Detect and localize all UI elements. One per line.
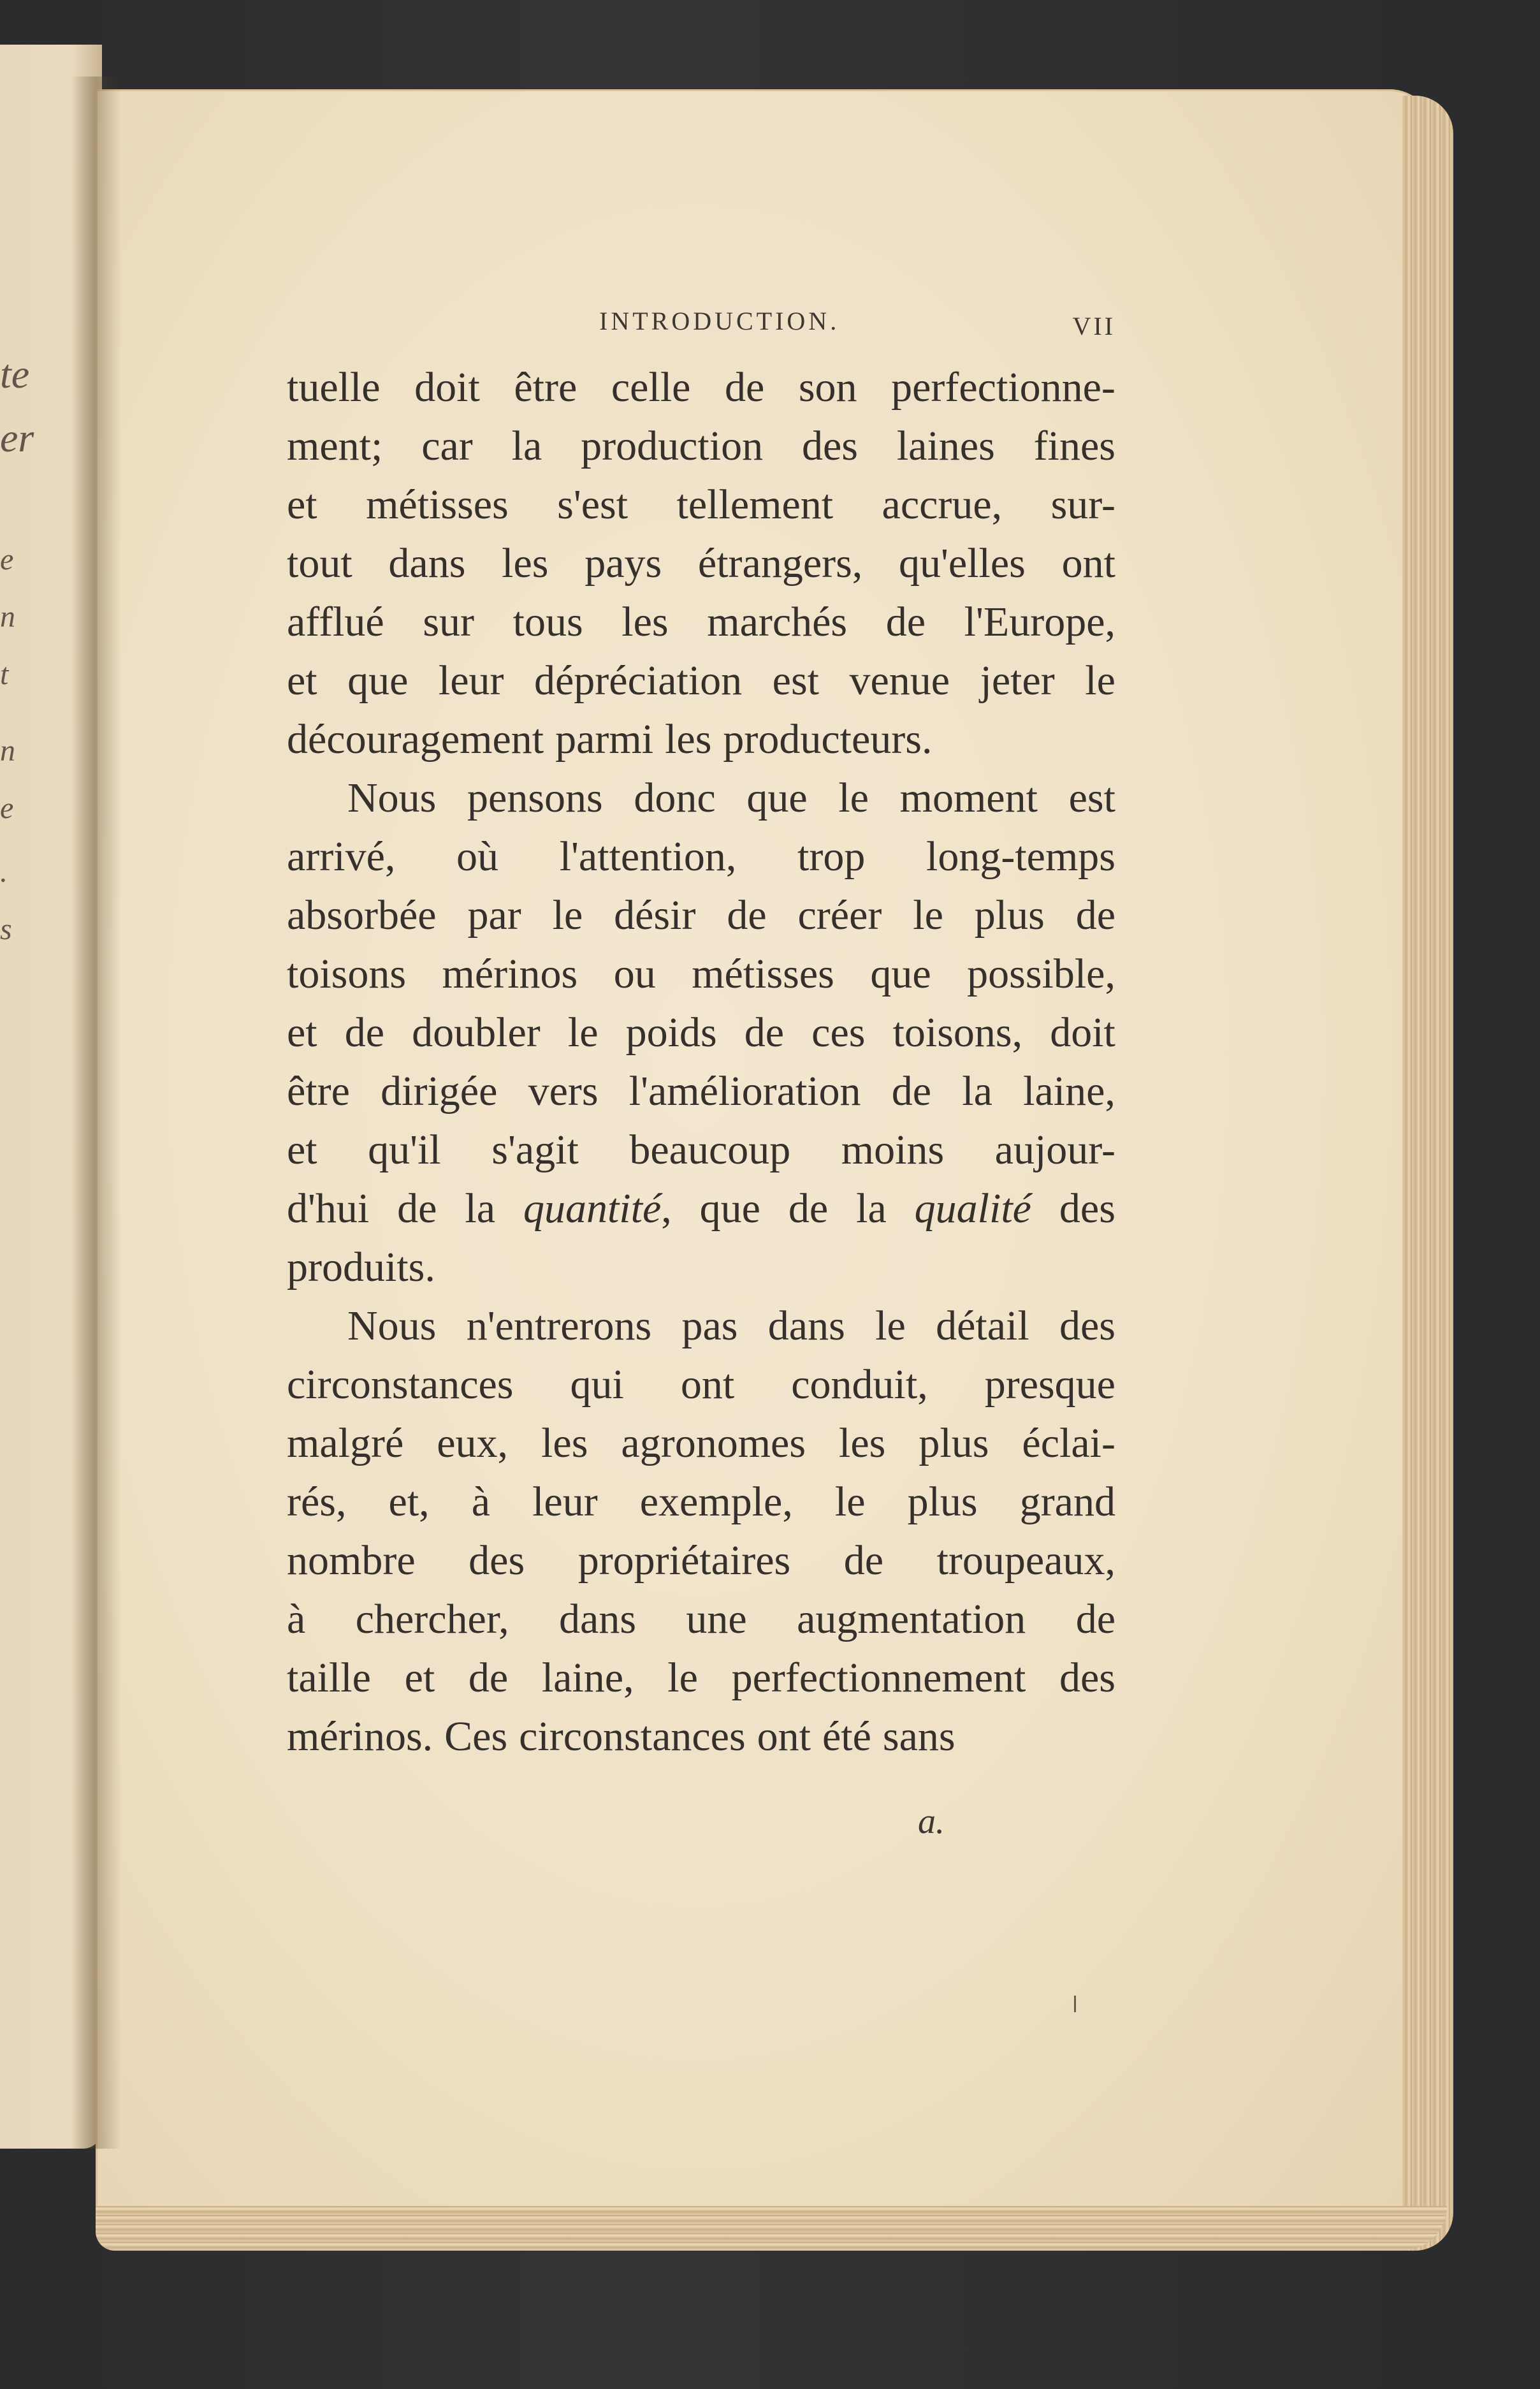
text-line bbox=[287, 1302, 1115, 1361]
word: laines bbox=[896, 423, 995, 469]
signature-mark: a. bbox=[918, 1802, 945, 1841]
word: de bbox=[344, 1009, 385, 1056]
word: et bbox=[287, 657, 317, 704]
body-text bbox=[287, 363, 1115, 1771]
word: être bbox=[514, 364, 578, 411]
word: des bbox=[469, 1537, 525, 1584]
word: et, bbox=[388, 1479, 430, 1525]
word: une bbox=[686, 1596, 747, 1642]
word: désir bbox=[614, 892, 696, 939]
word: pensons bbox=[467, 775, 603, 821]
word: les bbox=[839, 1420, 886, 1466]
word: son bbox=[798, 364, 857, 411]
word: agronomes bbox=[621, 1420, 806, 1466]
word: dépréciation bbox=[534, 657, 743, 704]
word: Nous bbox=[347, 775, 437, 821]
word: mérinos bbox=[442, 951, 578, 997]
word: donc bbox=[634, 775, 716, 821]
word: le bbox=[913, 892, 943, 939]
word: de bbox=[725, 364, 765, 411]
word: augmentation bbox=[797, 1596, 1026, 1642]
page-edge-bottom bbox=[96, 2206, 1447, 2251]
word: s'agit bbox=[491, 1127, 579, 1173]
word: venue bbox=[849, 657, 950, 704]
word: étrangers, bbox=[697, 540, 863, 587]
page-header bbox=[287, 306, 1115, 357]
word: presque bbox=[984, 1361, 1115, 1408]
word: de bbox=[788, 1185, 829, 1232]
word: plus bbox=[919, 1420, 989, 1466]
text-line bbox=[287, 1126, 1115, 1185]
word: afflué bbox=[287, 599, 384, 645]
word: par bbox=[467, 892, 521, 939]
word: de bbox=[1075, 1596, 1115, 1642]
word: le bbox=[875, 1303, 906, 1349]
word: toisons, bbox=[892, 1009, 1023, 1056]
word: leur bbox=[532, 1479, 598, 1525]
word: que bbox=[870, 951, 931, 997]
left-page-fragment: te bbox=[0, 351, 30, 397]
word: celle bbox=[611, 364, 691, 411]
word: plus bbox=[974, 892, 1045, 939]
text-line bbox=[287, 950, 1115, 1009]
word: rés, bbox=[287, 1479, 347, 1525]
left-page-fragment: t bbox=[0, 657, 9, 691]
text-line bbox=[287, 1009, 1115, 1067]
word: que bbox=[746, 775, 808, 821]
word: été bbox=[822, 1713, 871, 1760]
word: métisses bbox=[692, 951, 834, 997]
word: des bbox=[1059, 1185, 1115, 1232]
word: de bbox=[1075, 892, 1115, 939]
word: ou bbox=[613, 951, 656, 997]
word: et bbox=[404, 1655, 435, 1701]
word: de bbox=[468, 1655, 509, 1701]
word: long-temps bbox=[926, 833, 1115, 880]
word: la bbox=[962, 1068, 992, 1114]
left-page-fragment: e bbox=[0, 543, 14, 576]
word: conduit, bbox=[791, 1361, 928, 1408]
text-line bbox=[287, 657, 1115, 715]
word: plus bbox=[907, 1479, 978, 1525]
word: laine, bbox=[541, 1655, 634, 1701]
word: eux, bbox=[437, 1420, 509, 1466]
word: l'attention, bbox=[559, 833, 737, 880]
word: moins bbox=[841, 1127, 945, 1173]
text-line bbox=[287, 539, 1115, 598]
text-line bbox=[287, 891, 1115, 950]
word: les bbox=[502, 540, 549, 587]
word: le bbox=[834, 1479, 866, 1525]
word: l'Europe, bbox=[964, 599, 1115, 645]
word: dans bbox=[388, 540, 466, 587]
word: sans bbox=[882, 1713, 955, 1760]
word: Nous bbox=[347, 1303, 437, 1349]
text-line bbox=[287, 1595, 1115, 1654]
word: le bbox=[838, 775, 869, 821]
word: aujour- bbox=[994, 1127, 1115, 1173]
text-line bbox=[287, 1713, 1115, 1771]
word: qui bbox=[570, 1361, 624, 1408]
word: toisons bbox=[287, 951, 407, 997]
word: circonstances bbox=[287, 1361, 514, 1408]
word: perfectionnement bbox=[731, 1655, 1026, 1701]
word: dans bbox=[767, 1303, 845, 1349]
word: exemple, bbox=[639, 1479, 793, 1525]
word: s'est bbox=[557, 481, 628, 528]
word: que bbox=[699, 1185, 760, 1232]
running-head: INTRODUCTION. bbox=[599, 307, 840, 335]
text-line bbox=[287, 833, 1115, 891]
text-line bbox=[287, 1478, 1115, 1537]
word: à bbox=[287, 1596, 306, 1642]
left-page-fragment: n bbox=[0, 600, 15, 634]
word: doit bbox=[1050, 1009, 1115, 1056]
word: de bbox=[727, 892, 767, 939]
left-page-fragment: s bbox=[0, 912, 12, 946]
word: perfectionne- bbox=[891, 364, 1115, 411]
word: arrivé, bbox=[287, 833, 396, 880]
word: est bbox=[772, 657, 819, 704]
text-line bbox=[287, 774, 1115, 833]
word: producteurs. bbox=[723, 716, 933, 763]
word: être bbox=[287, 1068, 350, 1114]
word: ment; bbox=[287, 423, 383, 469]
word: les bbox=[541, 1420, 588, 1466]
word: taille bbox=[287, 1655, 371, 1701]
word: marchés bbox=[707, 599, 848, 645]
text-line bbox=[287, 481, 1115, 539]
word: où bbox=[456, 833, 499, 880]
word: de bbox=[885, 599, 926, 645]
word: grand bbox=[1019, 1479, 1115, 1525]
text-line bbox=[287, 1067, 1115, 1126]
word: fines bbox=[1033, 423, 1115, 469]
word: d'hui bbox=[287, 1185, 370, 1232]
text-line bbox=[287, 598, 1115, 657]
word: le bbox=[667, 1655, 698, 1701]
word: malgré bbox=[287, 1420, 404, 1466]
word: pas bbox=[681, 1303, 738, 1349]
left-page-fragment: er bbox=[0, 415, 34, 460]
text-line bbox=[287, 1243, 1115, 1302]
word: à bbox=[471, 1479, 491, 1525]
word: métisses bbox=[366, 481, 509, 528]
word: détail bbox=[936, 1303, 1029, 1349]
word: ces bbox=[811, 1009, 866, 1056]
word: tous bbox=[512, 599, 583, 645]
text-line bbox=[287, 1419, 1115, 1478]
word: de bbox=[397, 1185, 437, 1232]
word: l'amélioration bbox=[628, 1068, 861, 1114]
word: de bbox=[744, 1009, 785, 1056]
word: et bbox=[287, 1009, 317, 1056]
word: ont bbox=[757, 1713, 811, 1760]
word: éclai- bbox=[1022, 1420, 1115, 1466]
word: parmi bbox=[555, 716, 654, 763]
word: ont bbox=[1061, 540, 1115, 587]
word: ont bbox=[680, 1361, 735, 1408]
page-number: VII bbox=[1072, 312, 1115, 340]
text-line bbox=[287, 1654, 1115, 1713]
word: nombre bbox=[287, 1537, 416, 1584]
text-line bbox=[287, 422, 1115, 481]
word: accrue, bbox=[882, 481, 1003, 528]
word: créer bbox=[797, 892, 882, 939]
ink-speck bbox=[1074, 1996, 1076, 2012]
word: la bbox=[856, 1185, 887, 1232]
word: poids bbox=[625, 1009, 717, 1056]
word: le bbox=[567, 1009, 599, 1056]
left-page-fragment: . bbox=[0, 855, 8, 889]
word: circonstances bbox=[519, 1713, 746, 1760]
word: qu'elles bbox=[899, 540, 1026, 587]
word: qu'il bbox=[368, 1127, 441, 1173]
word: pays bbox=[585, 540, 662, 587]
word: vers bbox=[528, 1068, 599, 1114]
word: sur- bbox=[1050, 481, 1115, 528]
page-edge-right bbox=[1402, 96, 1453, 2251]
word: tout bbox=[287, 540, 352, 587]
word: doit bbox=[414, 364, 480, 411]
left-page-fragment: n bbox=[0, 734, 15, 768]
word: de bbox=[843, 1537, 884, 1584]
word: trop bbox=[797, 833, 866, 880]
word: et bbox=[287, 481, 317, 528]
word: moment bbox=[899, 775, 1038, 821]
word: quantité, bbox=[523, 1185, 672, 1232]
word: dirigée bbox=[381, 1068, 498, 1114]
word: beaucoup bbox=[629, 1127, 791, 1173]
word: tuelle bbox=[287, 364, 381, 411]
word: le bbox=[1085, 657, 1115, 704]
word: dans bbox=[559, 1596, 637, 1642]
word: n'entrerons bbox=[466, 1303, 652, 1349]
word: le bbox=[552, 892, 583, 939]
word: sur bbox=[423, 599, 474, 645]
word: leur bbox=[438, 657, 504, 704]
word: doubler bbox=[412, 1009, 541, 1056]
word: production bbox=[581, 423, 764, 469]
word: mérinos. bbox=[287, 1713, 433, 1760]
word: les bbox=[665, 716, 712, 763]
word: que bbox=[347, 657, 409, 704]
word: tellement bbox=[676, 481, 834, 528]
left-page-fragment: e bbox=[0, 791, 14, 825]
word: la bbox=[465, 1185, 496, 1232]
word: propriétaires bbox=[578, 1537, 791, 1584]
word: des bbox=[1059, 1655, 1115, 1701]
word: produits. bbox=[287, 1244, 435, 1290]
text-line bbox=[287, 1537, 1115, 1595]
word: car bbox=[421, 423, 473, 469]
word: les bbox=[621, 599, 669, 645]
word: des bbox=[1059, 1303, 1115, 1349]
text-line bbox=[287, 1361, 1115, 1419]
word: possible, bbox=[967, 951, 1115, 997]
book-gutter bbox=[70, 77, 121, 2149]
text-line bbox=[287, 1185, 1115, 1243]
word: et bbox=[287, 1127, 317, 1173]
word: absorbée bbox=[287, 892, 437, 939]
word: la bbox=[511, 423, 542, 469]
word: Ces bbox=[444, 1713, 508, 1760]
word: jeter bbox=[980, 657, 1055, 704]
word: chercher, bbox=[355, 1596, 509, 1642]
text-line bbox=[287, 363, 1115, 422]
word: des bbox=[801, 423, 858, 469]
text-line bbox=[287, 715, 1115, 774]
word: est bbox=[1068, 775, 1115, 821]
word: découragement bbox=[287, 716, 544, 763]
word: de bbox=[891, 1068, 932, 1114]
word: laine, bbox=[1023, 1068, 1115, 1114]
word: qualité bbox=[914, 1185, 1031, 1232]
word: troupeaux, bbox=[936, 1537, 1115, 1584]
